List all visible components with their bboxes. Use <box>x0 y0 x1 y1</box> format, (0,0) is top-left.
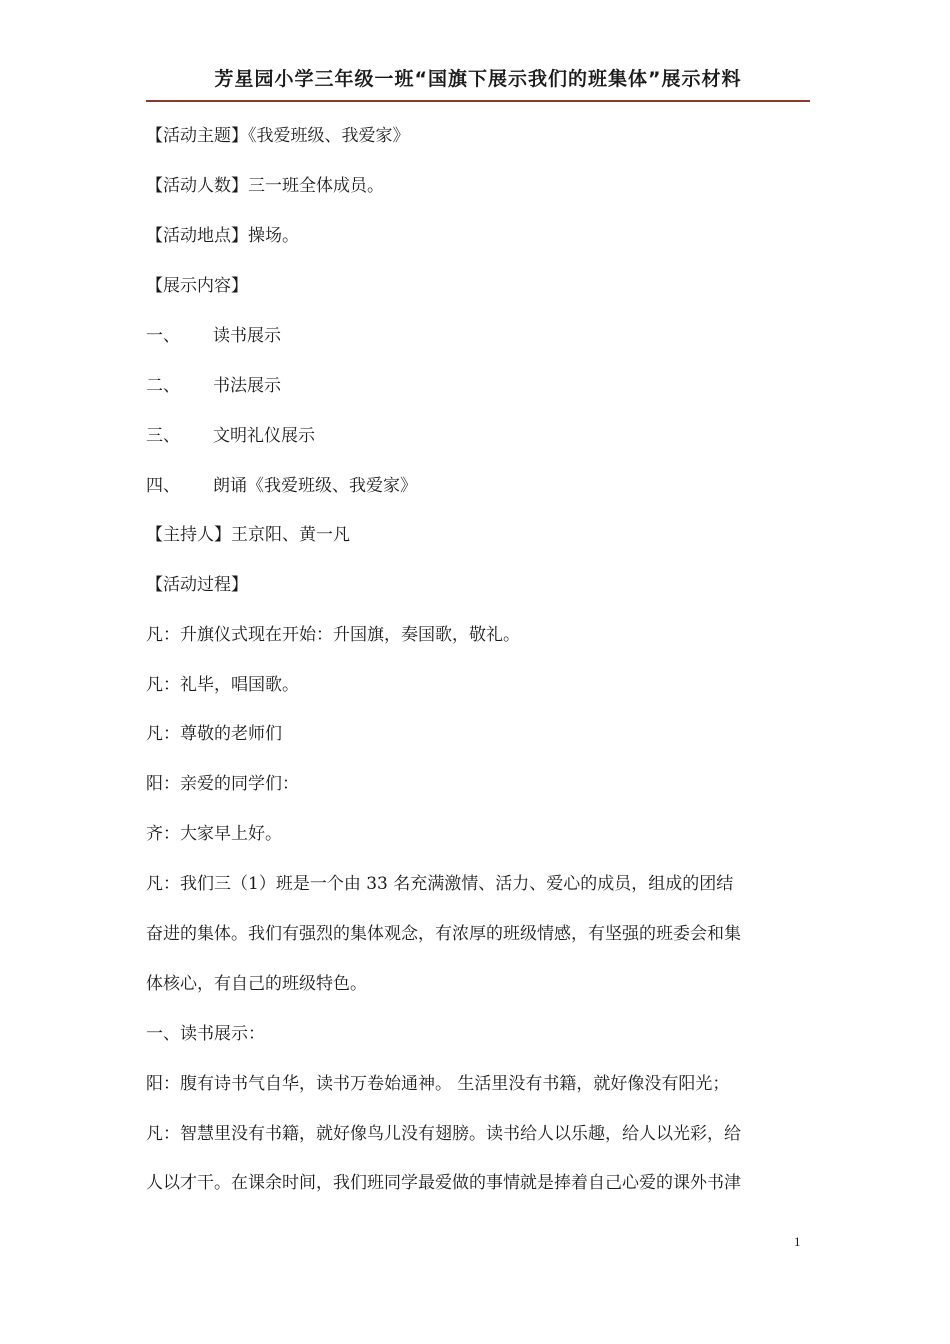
script-line: 奋进的集体。我们有强烈的集体观念，有浓厚的班级情感，有坚强的班委会和集 <box>146 924 741 944</box>
program-item <box>146 374 281 398</box>
page-number: 1 <box>794 1234 801 1249</box>
program-item <box>146 424 315 448</box>
script-line: 阳：腹有诗书气自华，读书万卷始通神。 生活里没有书籍，就好像没有阳光； <box>146 1074 730 1094</box>
script-line: 人以才干。在课余时间，我们班同学最爱做的事情就是捧着自己心爱的课外书津 <box>146 1173 741 1193</box>
script-line: 凡：升旗仪式现在开始：升国旗，奏国歌，敬礼。 <box>146 625 520 645</box>
program-item-text: 文明礼仪展示 <box>213 426 315 446</box>
program-item-text: 朗诵《我爱班级、我爱家》 <box>213 476 417 496</box>
activity-location: 【活动地点】操场。 <box>146 226 299 246</box>
script-line: 阳：亲爱的同学们： <box>146 774 299 794</box>
program-item-text: 读书展示 <box>213 326 281 346</box>
header-divider <box>146 100 810 102</box>
process-heading: 【活动过程】 <box>146 575 248 595</box>
program-item-text: 书法展示 <box>213 376 281 396</box>
hosts-line: 【主持人】王京阳、黄一凡 <box>146 525 350 545</box>
activity-theme: 【活动主题】《我爱班级、我爱家》 <box>146 126 410 146</box>
script-line: 凡：智慧里没有书籍，就好像鸟儿没有翅膀。读书给人以乐趣，给人以光彩，给 <box>146 1124 741 1144</box>
script-line: 体核心，有自己的班级特色。 <box>146 974 367 994</box>
program-item-number: 二、 <box>146 376 180 396</box>
program-item-number: 一、 <box>146 326 180 346</box>
program-item <box>146 474 417 498</box>
activity-participants: 【活动人数】三一班全体成员。 <box>146 176 384 196</box>
page-header-title: 芳星园小学三年级一班“国旗下展示我们的班集体”展示材料 <box>214 68 742 90</box>
program-item <box>146 324 281 348</box>
script-line: 凡：尊敬的老师们 <box>146 724 282 744</box>
script-line: 凡：我们三（1）班是一个由 33 名充满激情、活力、爱心的成员，组成的团结 <box>146 874 734 894</box>
display-content-heading: 【展示内容】 <box>146 276 248 296</box>
program-item-number: 四、 <box>146 476 180 496</box>
script-line: 齐：大家早上好。 <box>146 824 282 844</box>
script-line: 凡：礼毕，唱国歌。 <box>146 675 299 695</box>
program-item-number: 三、 <box>146 426 180 446</box>
script-line: 一、读书展示： <box>146 1024 265 1044</box>
